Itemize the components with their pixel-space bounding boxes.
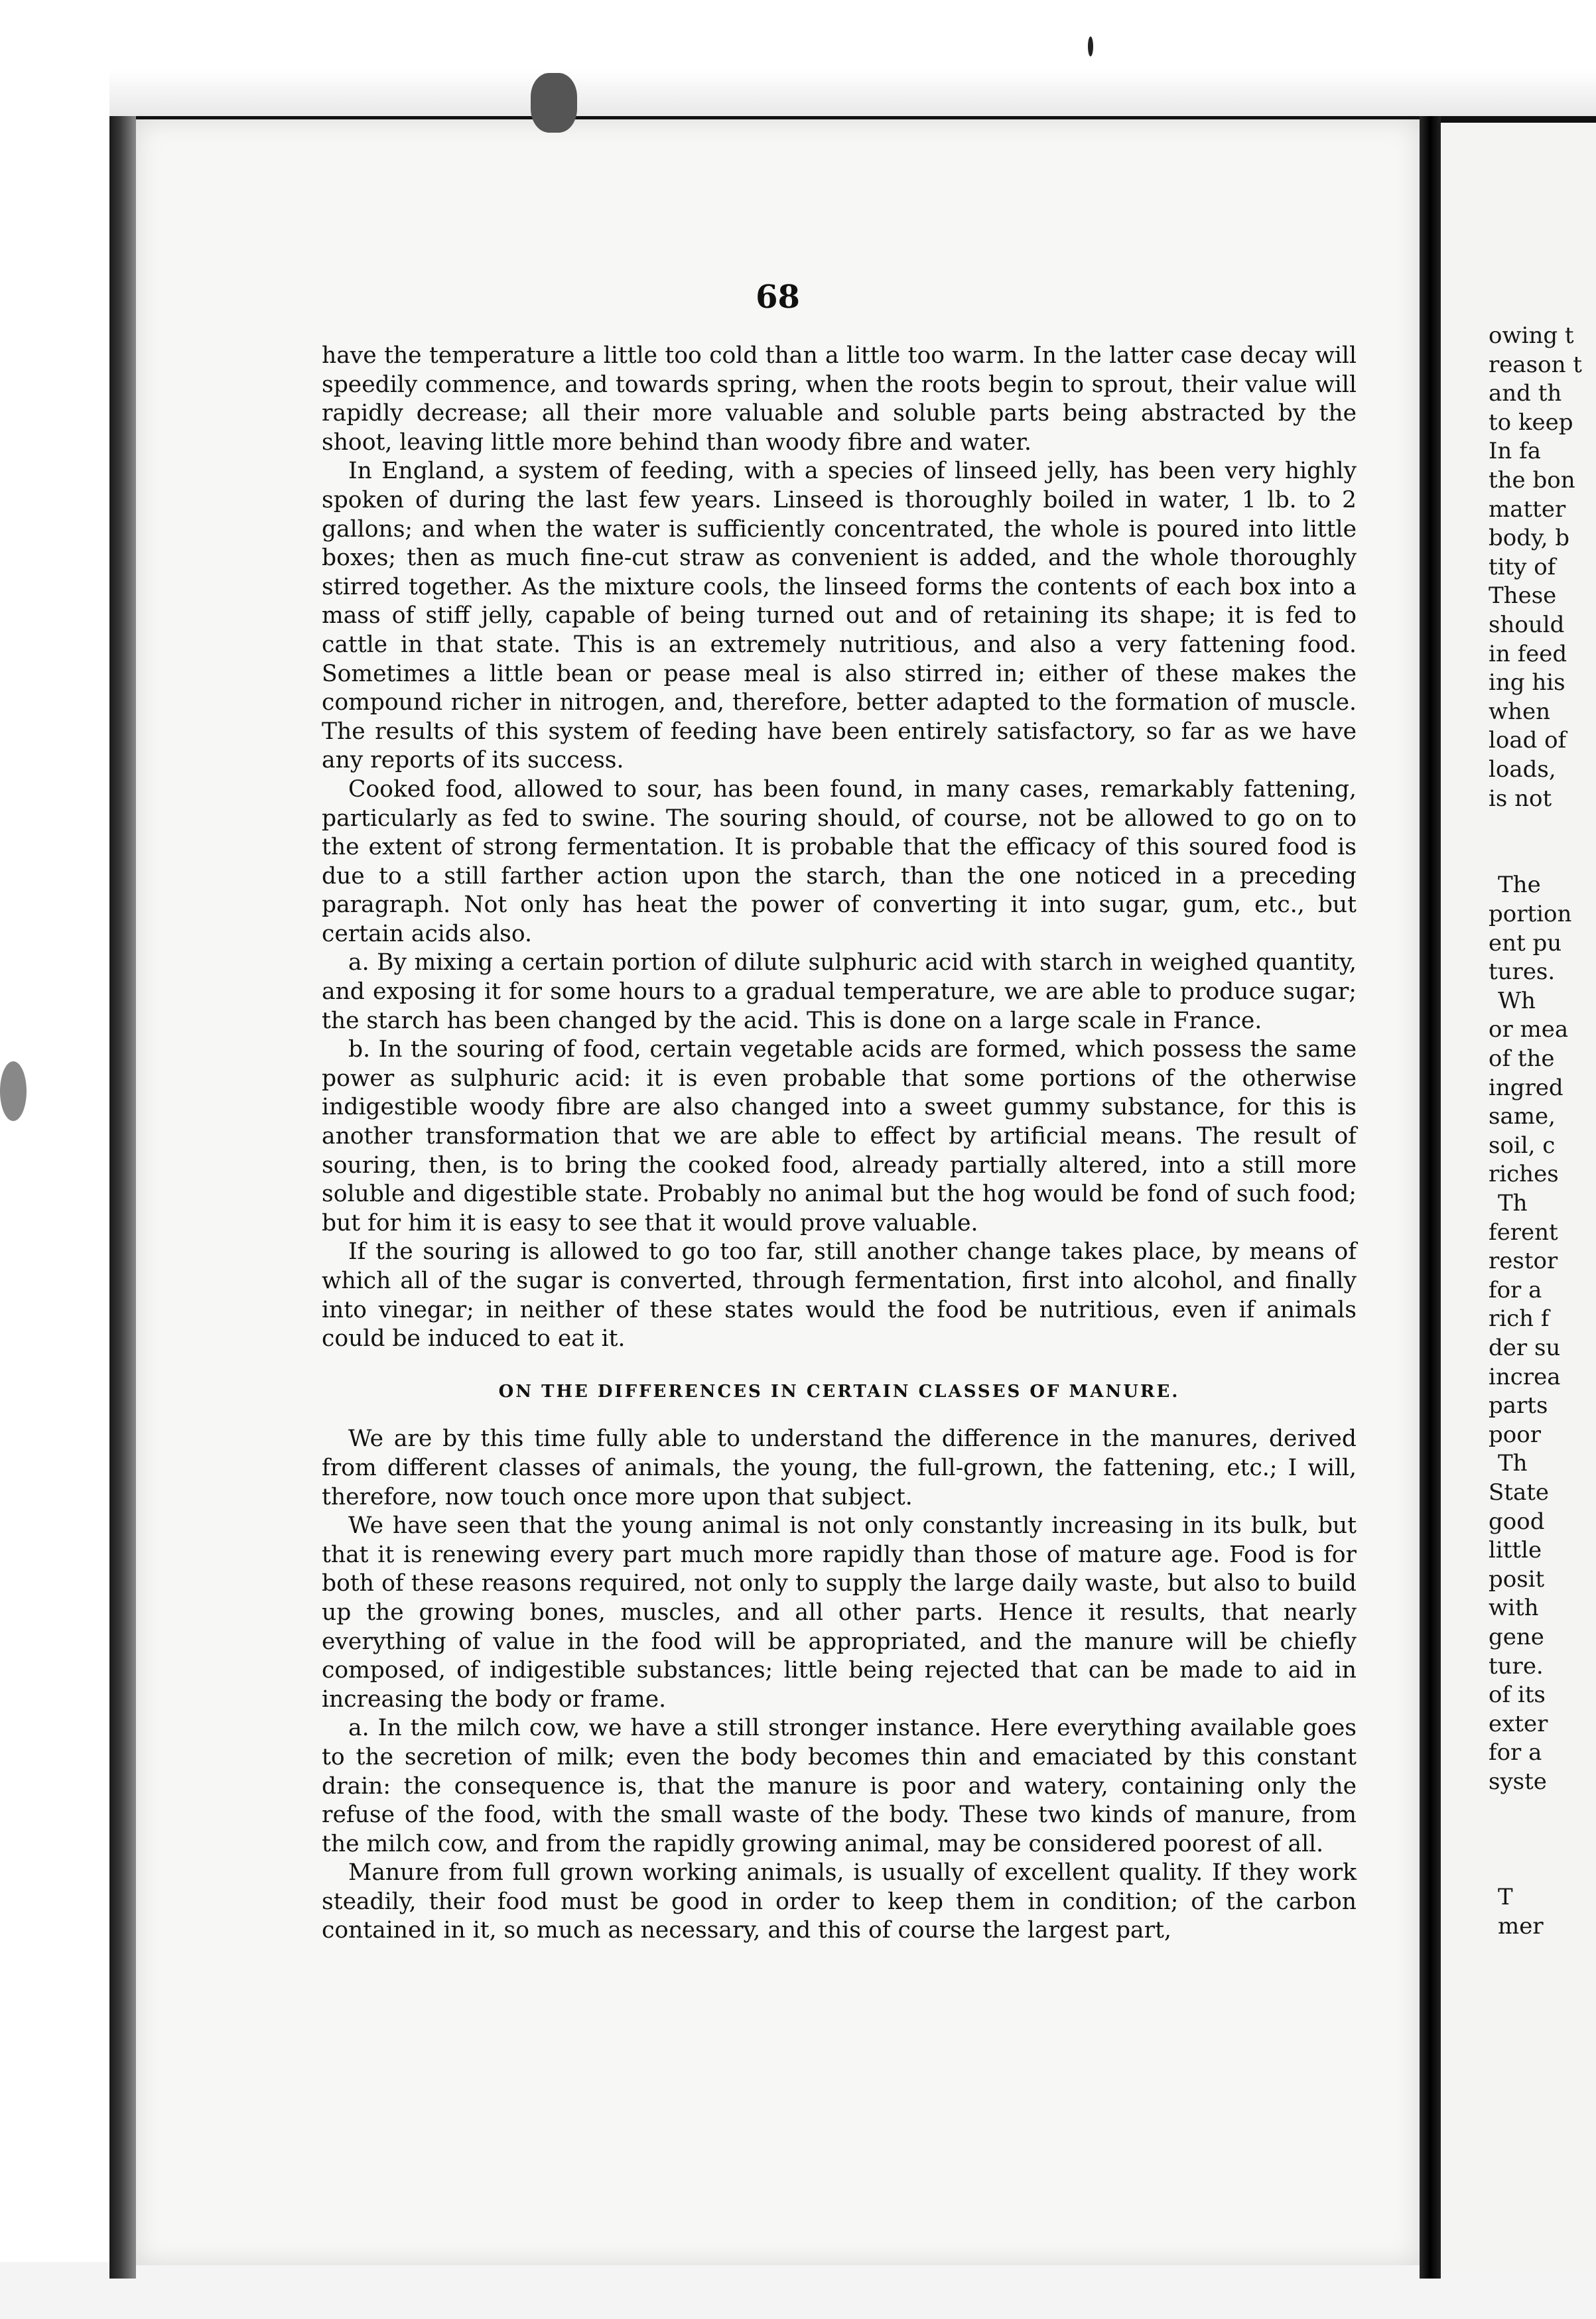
paragraph-1: have the temperature a little too cold than a little too warm. In the latter case decay will speedily commence, and towards spring, when the roots begin to sprout, their value will rapidly decrease; all their more valuable and soluble parts being abstracted by the shoot, leaving little more behind than woody fibre and water. (322, 342, 1357, 456)
scan-background-left (0, 0, 109, 2319)
facing-page-line: Wh (1498, 987, 1536, 1014)
facing-page-line: syste (1489, 1768, 1547, 1795)
paragraph-6: If the souring is allowed to go too far, still another change takes place, by means of which all of the sugar is converted, through fermentation, first into alcohol, and finally into vinegar; in neither of these states would the food be nutritious, even if animals could be induced to eat it. (322, 1238, 1357, 1353)
scan-smudge-left (0, 1061, 27, 1121)
facing-page-line: for a (1489, 1276, 1542, 1303)
facing-page-line: These (1489, 582, 1557, 610)
book-cover-edge (109, 116, 136, 2279)
scan-mark (1088, 36, 1093, 56)
facing-page-line: reason t (1489, 351, 1582, 378)
facing-page-line: little (1489, 1537, 1542, 1564)
facing-page-line: and th (1489, 380, 1562, 407)
paragraph-2: In England, a system of feeding, with a species of linseed jelly, has been very highly spoken of during the last few years. Linseed is thoroughly boiled in water, 1 lb. to 2 gallons; and when the water is sufficiently concentrated, the whole is poured into little boxes; then as much fine-cut straw as convenient is added, and the whole thoroughly stirred together. As the mixture cools, the linseed forms the contents of each box into a mass of stiff jelly, capable of being turned out and of retaining its shape; it is fed to cattle in that state. This is an extremely nutritious, and also a very fattening food. Sometimes a little bean or pease meal is also stirred in; either of these makes the compound richer in nitrogen, and, therefore, better adapted to the formation of muscle. The results of this system of feeding have been entirely satisfactory, so far as we have any reports of its success. (322, 458, 1357, 774)
paragraph-10: Manure from full grown working animals, is usually of excellent quality. If they work steadily, their food must be good in order to keep them in condition; of the carbon contained in it, so much as necessary, and this of course the largest part, (322, 1859, 1357, 1944)
book-page (136, 119, 1420, 2265)
scan-smudge (531, 73, 577, 133)
facing-page-line: gene (1489, 1624, 1544, 1650)
facing-page-line: In fa (1489, 438, 1541, 465)
facing-page-line: rich f (1489, 1305, 1550, 1333)
scan-background-bottom (0, 2262, 1596, 2319)
facing-page-line: owing t (1489, 322, 1574, 349)
facing-page-line: ing his (1489, 669, 1565, 696)
facing-page-line: or mea (1489, 1016, 1569, 1043)
facing-page-line: T (1498, 1884, 1513, 1911)
facing-page-line: loads, (1489, 756, 1556, 783)
facing-page-line: der su (1489, 1335, 1561, 1361)
facing-page-line: Th (1498, 1450, 1528, 1477)
facing-page-line: for a (1489, 1739, 1542, 1766)
facing-page-line: State (1489, 1479, 1550, 1506)
facing-page-line: matter (1489, 496, 1566, 523)
facing-page-line: The (1498, 872, 1541, 899)
facing-page-line: parts (1489, 1392, 1548, 1420)
facing-page-line: in feed (1489, 640, 1567, 667)
facing-page-fragment (1441, 123, 1596, 2272)
facing-page-line: tures. (1489, 959, 1556, 986)
facing-page-line: restor (1489, 1248, 1558, 1275)
facing-page-line: with (1489, 1595, 1539, 1622)
paragraph-4: a. By mixing a certain portion of dilute sulphuric acid with starch in weighed quantity, and exposing it for some hours to a gradual temperature, we are able to produce sugar; the starch has been changed by the acid. This is done on a large scale in France. (322, 949, 1357, 1034)
facing-page-line: when (1489, 698, 1551, 725)
scan-background-top (0, 0, 1596, 116)
facing-page-line: increa (1489, 1363, 1561, 1390)
facing-page-line: riches (1489, 1161, 1559, 1188)
facing-page-line: posit (1489, 1565, 1545, 1593)
facing-page-line: to keep (1489, 409, 1573, 436)
facing-page-line: body, b (1489, 525, 1570, 552)
facing-page-line: the bon (1489, 467, 1575, 494)
facing-page-line: is not (1489, 785, 1552, 812)
facing-page-line: ent pu (1489, 929, 1562, 957)
paragraph-8: We have seen that the young animal is not only constantly increasing in its bulk, but that it is renewing every part much more rapidly than those of mature age. Food is for both of these reasons required, not only to supply the large daily waste, but also to build up the growing bones, muscles, and all other parts. Hence it results, that nearly everything of value in the food will be appropriated, and the manure will be chiefly composed, of indigestible substances; little being rejected that can be made to aid in increasing the body or frame. (322, 1512, 1357, 1713)
facing-page-line: should (1489, 612, 1565, 638)
facing-page-line: soil, c (1489, 1132, 1556, 1159)
paragraph-9: a. In the milch cow, we have a still stronger instance. Here everything available goes to the secretion of milk; even the body becomes thin and emaciated by this constant drain: the consequence is, that the manure is poor and watery, containing only the refuse of the food, with the small waste of the body. These two kinds of manure, from the milch cow, and from the rapidly growing animal, may be considered poorest of all. (322, 1715, 1357, 1857)
facing-page-line: tity of (1489, 553, 1556, 580)
facing-page-line: same, (1489, 1103, 1556, 1130)
page-number: 68 (756, 279, 800, 316)
paragraph-3: Cooked food, allowed to sour, has been found, in many cases, remarkably fattening, particularly as fed to swine. The souring should, of course, not be allowed to go on to the extent of strong fermentation. It is probable that the efficacy of this soured food is due to a still farther action upon the starch, than the one noticed in a preceding paragraph. Not only has heat the power of converting it into sugar, gum, etc., but certain acids also. (322, 775, 1357, 947)
facing-page-line: mer (1498, 1913, 1544, 1940)
paragraph-7: We are by this time fully able to understand the difference in the manures, derived from different classes of animals, the young, the full-grown, the fattening, etc.; I will, therefore, now touch once more upon that subject. (322, 1425, 1357, 1510)
section-heading: ON THE DIFFERENCES IN CERTAIN CLASSES OF MANURE. (498, 1381, 1180, 1402)
facing-page-line: exter (1489, 1710, 1548, 1737)
facing-page-line: good (1489, 1508, 1545, 1535)
facing-page-line: of the (1489, 1045, 1555, 1072)
facing-page-line: poor (1489, 1421, 1541, 1448)
facing-page-line: load of (1489, 727, 1567, 754)
paragraph-5: b. In the souring of food, certain vegetable acids are formed, which possess the same power as sulphuric acid: it is even probable that some portions of the otherwise indigestible woody fibre are also changed into a sweet gummy substance, for this is another transformation that we are able to effect by artificial means. The result of souring, then, is to bring the cooked food, already partially altered, into a still more soluble and digestible state. Probably no animal but the hog would be fond of such food; but for him it is easy to see that it would prove valuable. (322, 1036, 1357, 1236)
facing-page-line: ingred (1489, 1074, 1563, 1101)
facing-page-line: Th (1498, 1190, 1528, 1217)
facing-page-line: portion (1489, 901, 1572, 927)
facing-page-line: of its (1489, 1682, 1546, 1709)
facing-page-line: ferent (1489, 1219, 1558, 1246)
facing-page-line: ture. (1489, 1652, 1544, 1680)
page-text (322, 342, 1357, 1946)
book-gutter (1420, 116, 1441, 2279)
